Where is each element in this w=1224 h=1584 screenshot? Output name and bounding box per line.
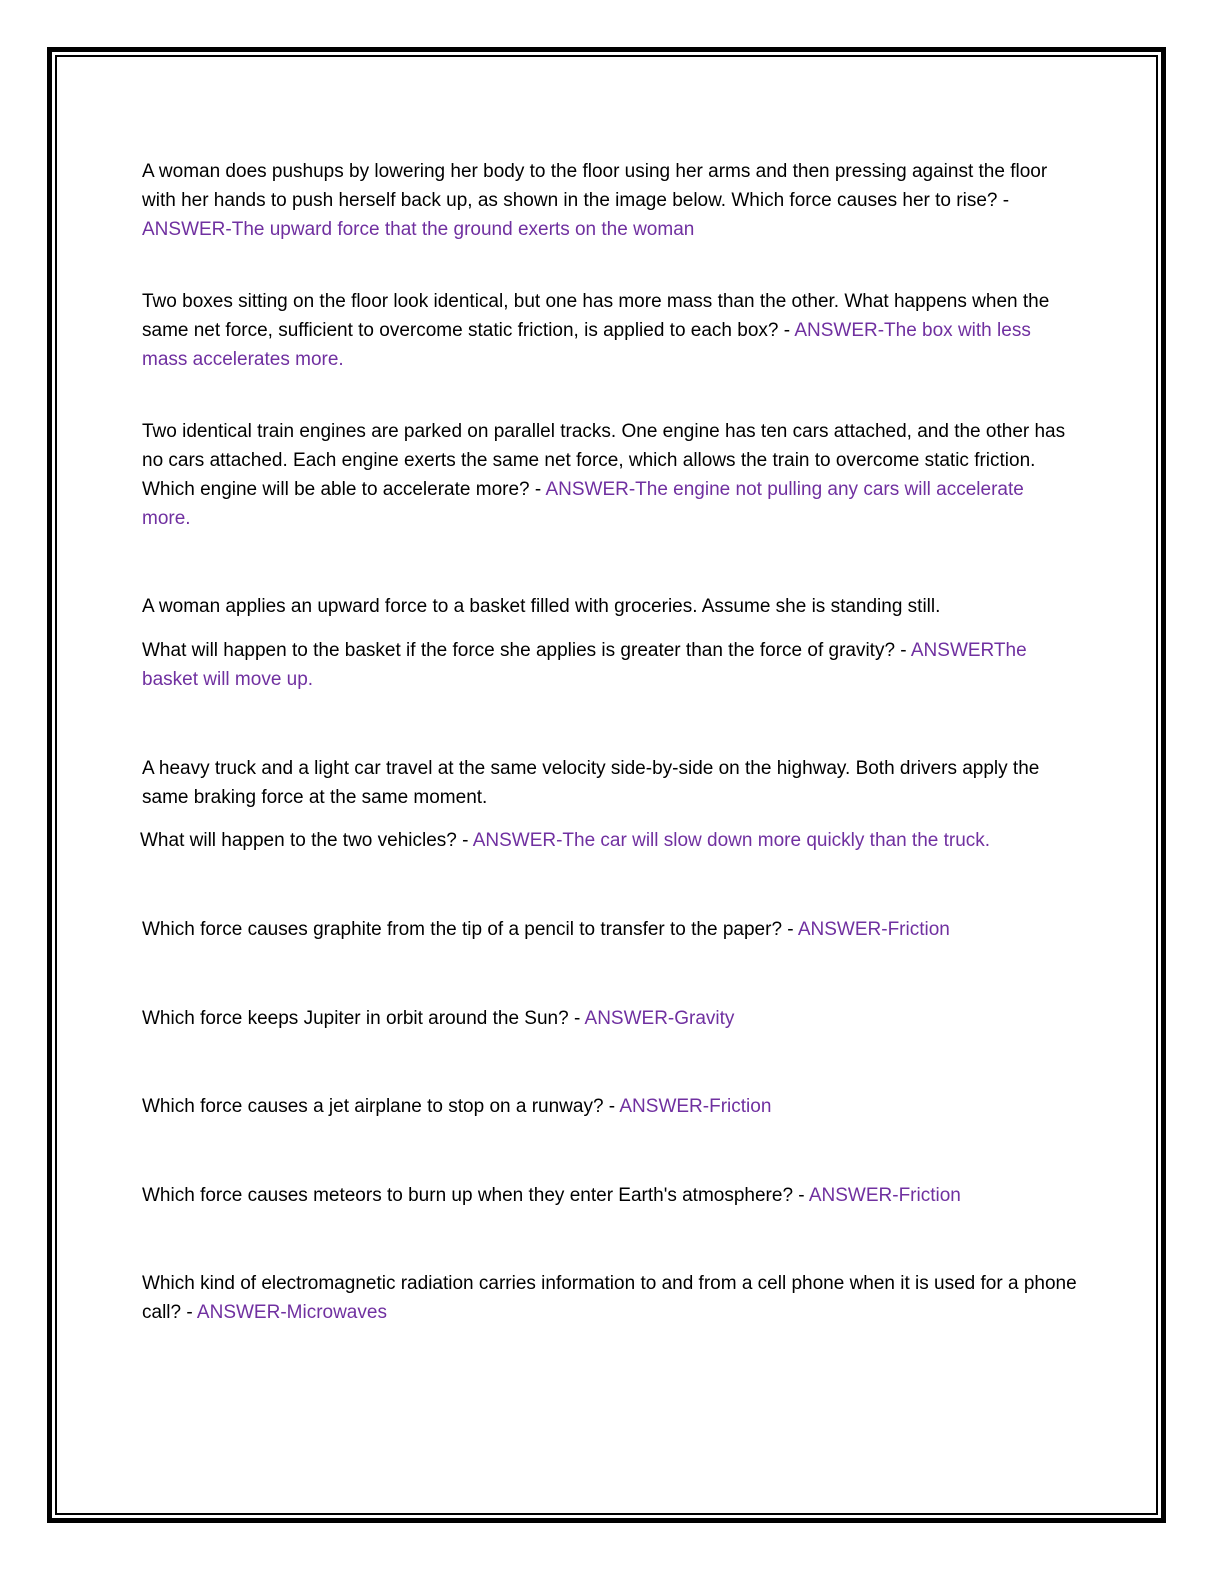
question-text: What will happen to the basket if the force she applies is greater than the force of gravity? - xyxy=(142,640,911,661)
answer-text: ANSWER-The upward force that the ground exerts on the woman xyxy=(142,219,695,240)
qa-item-6 xyxy=(142,915,1077,944)
qa-item-8 xyxy=(142,1092,1077,1121)
intro-text: A heavy truck and a light car travel at the same velocity side-by-side on the highway. Both drivers apply the same braking force at the same moment. xyxy=(142,758,1040,808)
question-text: A woman does pushups by lowering her body to the floor using her arms and then pressing against the floor with her hands to push herself back up, as shown in the image below. Which force causes her to rise? - xyxy=(142,161,1048,211)
qa-item-10 xyxy=(142,1269,1077,1327)
question-text: Which force keeps Jupiter in orbit around the Sun? - xyxy=(142,1008,585,1029)
answer-text: ANSWER-The engine not pulling any cars will accelerate more. xyxy=(142,479,1024,529)
answer-text: ANSWER-The car will slow down more quickly than the truck. xyxy=(472,830,991,851)
answer-text: ANSWER-Friction xyxy=(619,1096,772,1117)
question-text: Which kind of electromagnetic radiation carries information to and from a cell phone when it is used for a phone call? - xyxy=(142,1273,1077,1323)
qa-item-1 xyxy=(142,157,1077,244)
question-text: Which force causes meteors to burn up when they enter Earth's atmosphere? - xyxy=(142,1185,809,1206)
answer-text: ANSWER-Friction xyxy=(808,1185,961,1206)
answer-text: ANSWER-Friction xyxy=(797,919,950,940)
question-text: Two boxes sitting on the floor look identical, but one has more mass than the other. What happens when the same net force, sufficient to overcome static friction, is applied to each box? - xyxy=(142,291,1050,341)
question-text: Which force causes graphite from the tip of a pencil to transfer to the paper? - xyxy=(142,919,798,940)
question-text: What will happen to the two vehicles? - xyxy=(140,830,473,851)
qa-item-9 xyxy=(142,1181,1077,1210)
qa-item-4 xyxy=(142,636,1077,694)
intro-text: A woman applies an upward force to a basket filled with groceries. Assume she is standing still. xyxy=(142,596,941,617)
answer-text: ANSWER-The box with less mass accelerates more. xyxy=(142,320,1031,370)
answer-text: ANSWER-Gravity xyxy=(584,1008,735,1029)
answer-text: ANSWERThe basket will move up. xyxy=(142,640,1027,690)
answer-text: ANSWER-Microwaves xyxy=(196,1302,387,1323)
qa-item-5 xyxy=(140,826,1075,855)
qa-item-3 xyxy=(142,417,1077,533)
question-text: Which force causes a jet airplane to stop on a runway? - xyxy=(142,1096,620,1117)
qa-item-5-intro xyxy=(142,754,1077,812)
qa-item-4-intro xyxy=(142,592,1077,621)
qa-item-2 xyxy=(142,287,1077,374)
question-text: Two identical train engines are parked on parallel tracks. One engine has ten cars attached, and the other has no cars attached. Each engine exerts the same net force, which allows the train to overcome static friction. Which engine will be able to accelerate more? - xyxy=(142,421,1066,500)
qa-item-7 xyxy=(142,1004,1077,1033)
